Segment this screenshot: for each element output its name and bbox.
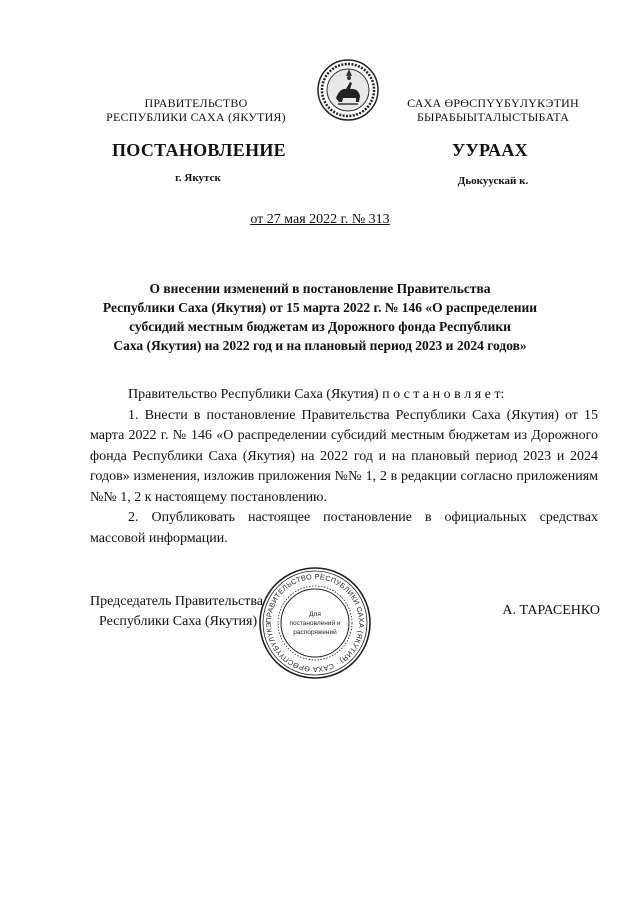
doc-type-russian: ПОСТАНОВЛЕНИЕ	[112, 140, 286, 160]
seal-ring-text: ПРАВИТЕЛЬСТВО РЕСПУБЛИКИ САХА (ЯКУТИЯ) · САХА ӨРӨСПҮҮБҮЛҮКЭ	[263, 571, 367, 675]
seal-center-line: Для	[309, 611, 321, 618]
resolution-item-1: 1. Внести в постановление Правительства Республики Саха (Якутия) от 15 марта 2022 г. № 146 «О распределении субсидий местным бюджетам из Дорожного фонда Республики Саха (Якутия) на 2022 год и на плановый период 2023 и 2024 годов» изменения, изложив приложения №№ 1, 2 в редакции согласно приложениям №№ 1, 2 к настоящему постановлению.	[90, 407, 598, 505]
document-date-number: от 27 мая 2022 г. № 313	[250, 212, 390, 227]
doc-type-yakut: УУРААХ	[452, 140, 528, 160]
header-org-left-line1: ПРАВИТЕЛЬСТВО	[144, 96, 248, 110]
coat-of-arms-emblem-icon	[316, 58, 380, 122]
title-line: О внесении изменений в постановление Правительства	[149, 281, 491, 296]
document-body	[90, 385, 598, 549]
seal-center-line: постановлений и	[289, 620, 341, 627]
document-title	[90, 279, 550, 355]
signatory-name: А. ТАРАСЕНКО	[502, 603, 600, 618]
header-org-right	[388, 96, 598, 124]
official-seal-stamp	[258, 566, 372, 680]
header-org-left-line2: РЕСПУБЛИКИ САХА (ЯКУТИЯ)	[106, 110, 286, 124]
city-yakut: Дьокуускай к.	[457, 175, 529, 187]
title-line: Саха (Якутия) на 2022 год и на плановый период 2023 и 2024 годов»	[113, 338, 527, 353]
resolution-item-2: 2. Опубликовать настоящее постановление в официальных средствах массовой информации.	[90, 510, 598, 546]
city-russian: г. Якутск	[175, 172, 221, 184]
signatory-position-line2: Республики Саха (Якутия)	[99, 614, 258, 629]
header-org-left	[86, 96, 306, 124]
preamble: Правительство Республики Саха (Якутия) п о с т а н о в л я е т:	[128, 387, 505, 402]
seal-center-line: распоряжений	[293, 629, 337, 636]
signatory-position-line1: Председатель Правительства	[90, 594, 263, 609]
header-org-right-line1: САХА ӨРӨСПҮҮБҮЛҮКЭТИН	[407, 96, 579, 110]
title-line: Республики Саха (Якутия) от 15 марта 2022 г. № 146 «О распределении	[102, 300, 538, 315]
header-org-right-line2: БЫРАБЫЫТАЛЫСТЫБАТА	[416, 110, 570, 124]
title-line: субсидий местным бюджетам из Дорожного фонда Республики	[129, 319, 511, 334]
